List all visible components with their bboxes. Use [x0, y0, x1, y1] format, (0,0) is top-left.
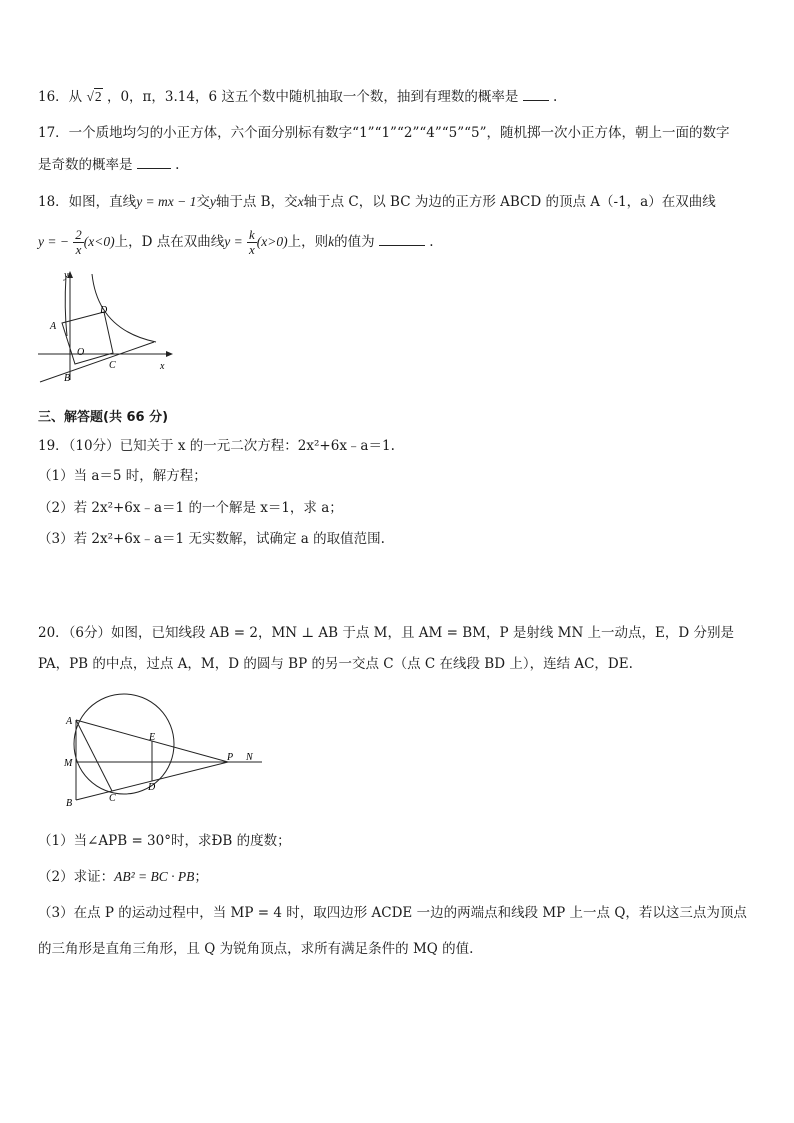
question-17-line1: 17．一个质地均匀的小正方体，六个面分别标有数字“1”“1”“2”“4”“5”“5”，随机掷一次小正方体，朝上一面的数字 — [38, 125, 730, 141]
q16-number: 16．从 — [38, 89, 83, 105]
label-C: C — [109, 360, 116, 371]
question-20-part1: （1）当∠APB = 30°时，求ÐB 的度数； — [38, 833, 291, 849]
label-O: O — [77, 347, 85, 358]
fraction: $\frac{2}{x}$ — [75, 227, 82, 257]
label-B: B — [66, 798, 73, 809]
question-19-stem: 19．（10分）已知关于 x 的一元二次方程：2x²+6x﹣a＝1. — [38, 438, 395, 454]
question-20-part2: （2）求证：AB² = BC · PB； — [38, 869, 208, 885]
question-19-part3: （3）若 2x²+6x﹣a＝1 无实数解，试确定 a 的取值范围. — [38, 531, 385, 547]
answer-blank[interactable] — [523, 88, 549, 101]
label-A: A — [66, 716, 73, 727]
sqrt-2: √2 — [86, 89, 102, 104]
answer-blank[interactable] — [137, 156, 171, 169]
label-P: P — [227, 752, 234, 763]
label-A: A — [50, 321, 57, 332]
question-19-part2: （2）若 2x²+6x﹣a＝1 的一个解是 x＝1，求 a； — [38, 500, 343, 516]
question-20-line2: PA，PB 的中点，过点 A，M，D 的圆与 BP 的另一交点 C（点 C 在线段 BD 上），连结 AC，DE. — [38, 656, 633, 672]
question-19-part1: （1）当 a＝5 时，解方程； — [38, 468, 207, 484]
label-N: N — [246, 752, 253, 763]
question-18-line1: 18．如图，直线y = mx − 1交y轴于点 B，交x轴于点 C，以 BC 为边的正方形 ABCD 的顶点 A（-1，a）在双曲线 — [38, 194, 716, 210]
question-20-part3-line2: 的三角形是直角三角形，且 Q 为锐角顶点，求所有满足条件的 MQ 的值. — [38, 941, 474, 957]
section-heading: 三、解答题(共 66 分) — [38, 410, 169, 425]
label-M: M — [64, 758, 73, 769]
label-D: D — [148, 782, 156, 793]
fraction: $\frac{k}{x}$ — [249, 227, 255, 257]
label-x: x — [160, 361, 165, 372]
label-E: E — [149, 732, 156, 743]
question-17-line2: 是奇数的概率是 . — [38, 157, 180, 173]
line-equation: y = mx − 1 — [136, 194, 197, 209]
question-20-part3-line1: （3）在点 P 的运动过程中，当 MP = 4 时，取四边形 ACDE 一边的两端点和线段 MP 上一点 Q，若以这三点为顶点 — [38, 905, 747, 921]
label-B: B — [64, 373, 71, 384]
answer-blank[interactable] — [379, 233, 425, 246]
figure-q18 — [36, 268, 176, 388]
figure-q20 — [60, 688, 270, 813]
question-20-line1: 20．（6分）如图，已知线段 AB = 2，MN ⊥ AB 于点 M，且 AM = BM，P 是射线 MN 上一动点，E，D 分别是 — [38, 625, 735, 641]
label-C: C — [109, 793, 116, 804]
label-D: D — [100, 305, 108, 316]
q16-text: ，0，π，3.14，6 这五个数中随机抽取一个数，抽到有理数的概率是 — [106, 89, 519, 105]
question-16: 16．从 √2 ，0，π，3.14，6 这五个数中随机抽取一个数，抽到有理数的概率是 . — [38, 89, 558, 105]
label-y: y — [64, 270, 69, 281]
question-18-line2: y = − $\frac{2}{x}$ (x<0)上，D 点在双曲线y = $\frac{k}{x}$ (x>0)上，则k的值为 . — [38, 227, 434, 257]
